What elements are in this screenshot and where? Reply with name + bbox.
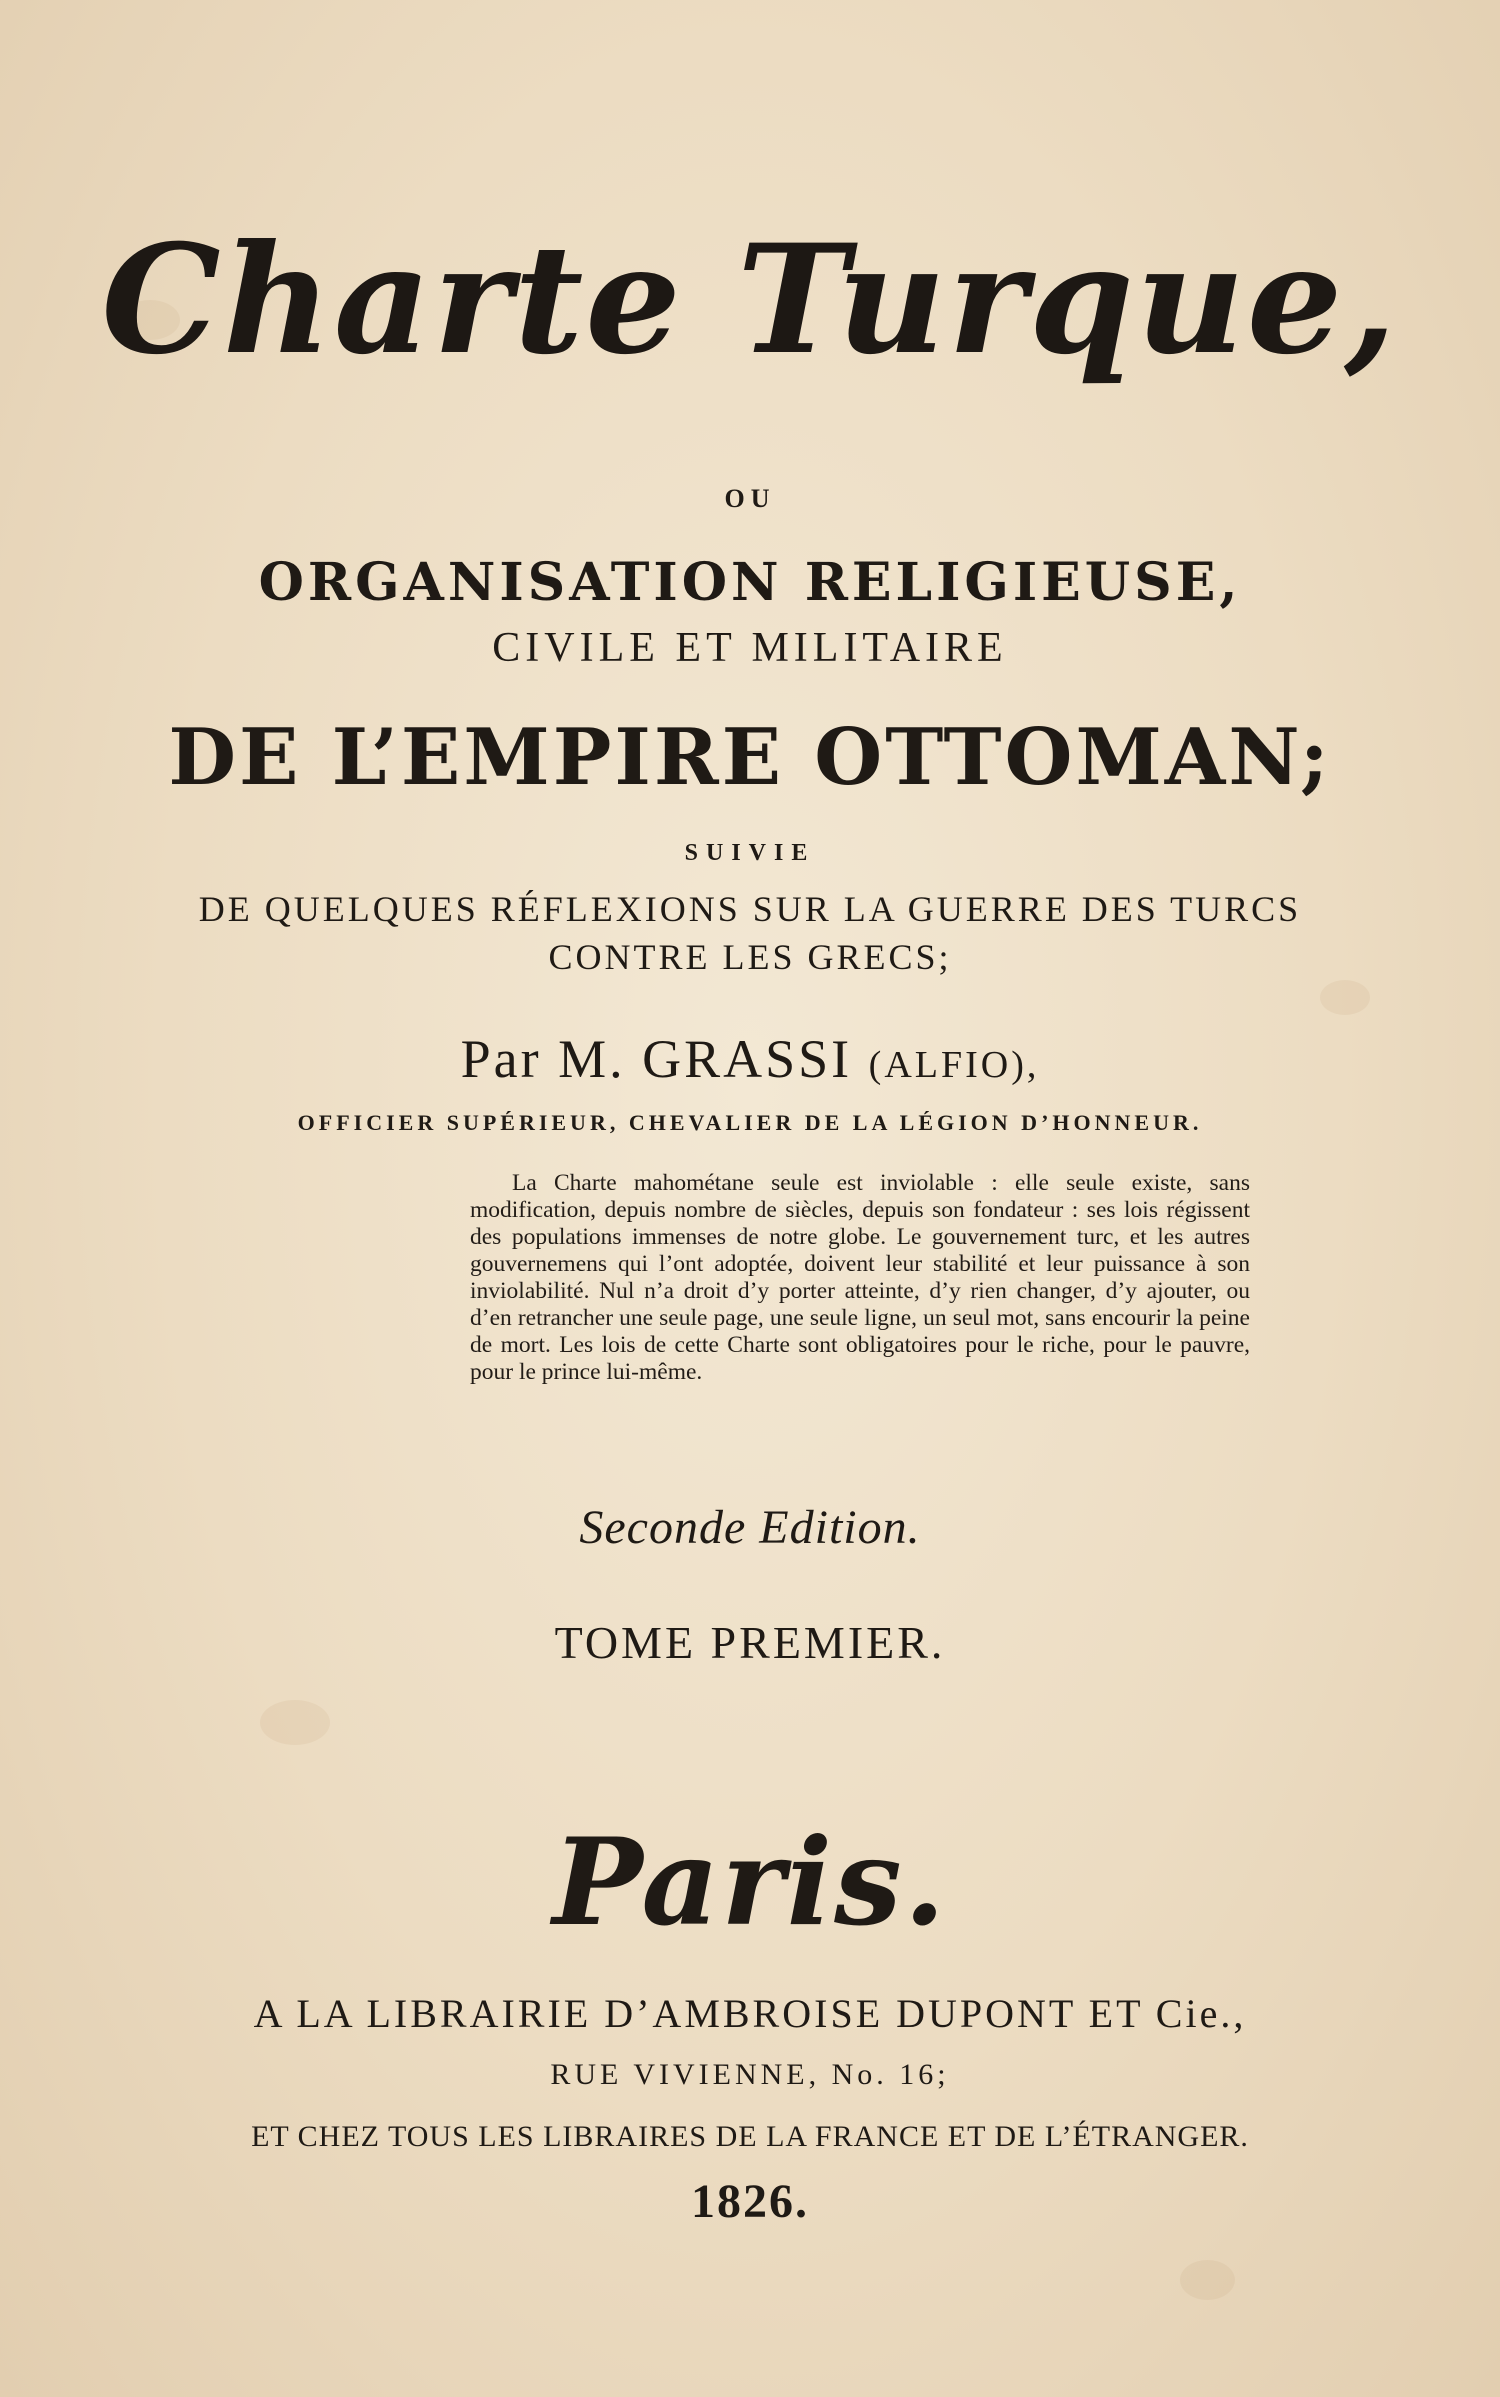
subtitle-line-1: ORGANISATION RELIGIEUSE, [258,552,1242,613]
subtitle-line-2: CIVILE ET MILITAIRE [492,625,1008,671]
author-first-name: (ALFIO), [868,1044,1040,1086]
followed-by-label: SUIVIE [684,840,816,866]
place-of-publication: Paris. [552,1812,948,1953]
author-titles: OFFICIER SUPÉRIEUR, CHEVALIER DE LA LÉGION D’HONNEUR. [297,1110,1203,1135]
reflexions-line-1: DE QUELQUES RÉFLEXIONS SUR LA GUERRE DES TURCS [198,889,1302,929]
subtitle-line-3: DE L’EMPIRE OTTOMAN; [168,712,1332,803]
edition-label: Seconde Edition. [579,1501,921,1554]
publication-year: 1826. [691,2175,809,2228]
paper-stain [1320,980,1370,1015]
main-title: Charte Turque, [101,212,1399,388]
title-connector: OU [724,484,776,513]
also-sold-line: ET CHEZ TOUS LES LIBRAIRES DE LA FRANCE ET DE L’ÉTRANGER. [251,2120,1249,2153]
epigraph: La Charte mahométane seule est inviolable : elle seule existe, sans modification, depuis nombre de siècles, depuis son fondateur : ses lois régissent des populations immenses de notre globe. Le gouvernement turc, et les autres gouvernemens qui l’ont adoptée, doivent leur stabilité et leur puissance à son inviolabilité. Nul n’a droit d’y porter atteinte, d’y rien changer, d’y ajouter, ou d’en retrancher une seule page, une seule ligne, un seul mot, sans encourir la peine de mort. Les lois de cette Charte sont obligatoires pour le riche, pour le pauvre, pour le prince lui-même. [470,1170,1250,1385]
publisher-line: A LA LIBRAIRIE D’AMBROISE DUPONT ET Cie., [253,1991,1247,2036]
volume-label: TOME PREMIER. [554,1617,946,1668]
author-name: Par M. GRASSI [460,1029,853,1089]
paper-stain [260,1700,330,1745]
reflexions-line-2: CONTRE LES GRECS; [548,937,952,977]
publisher-address: RUE VIVIENNE, No. 16; [550,2058,950,2091]
paper-stain [1180,2260,1235,2300]
author-line [0,1028,1500,1090]
